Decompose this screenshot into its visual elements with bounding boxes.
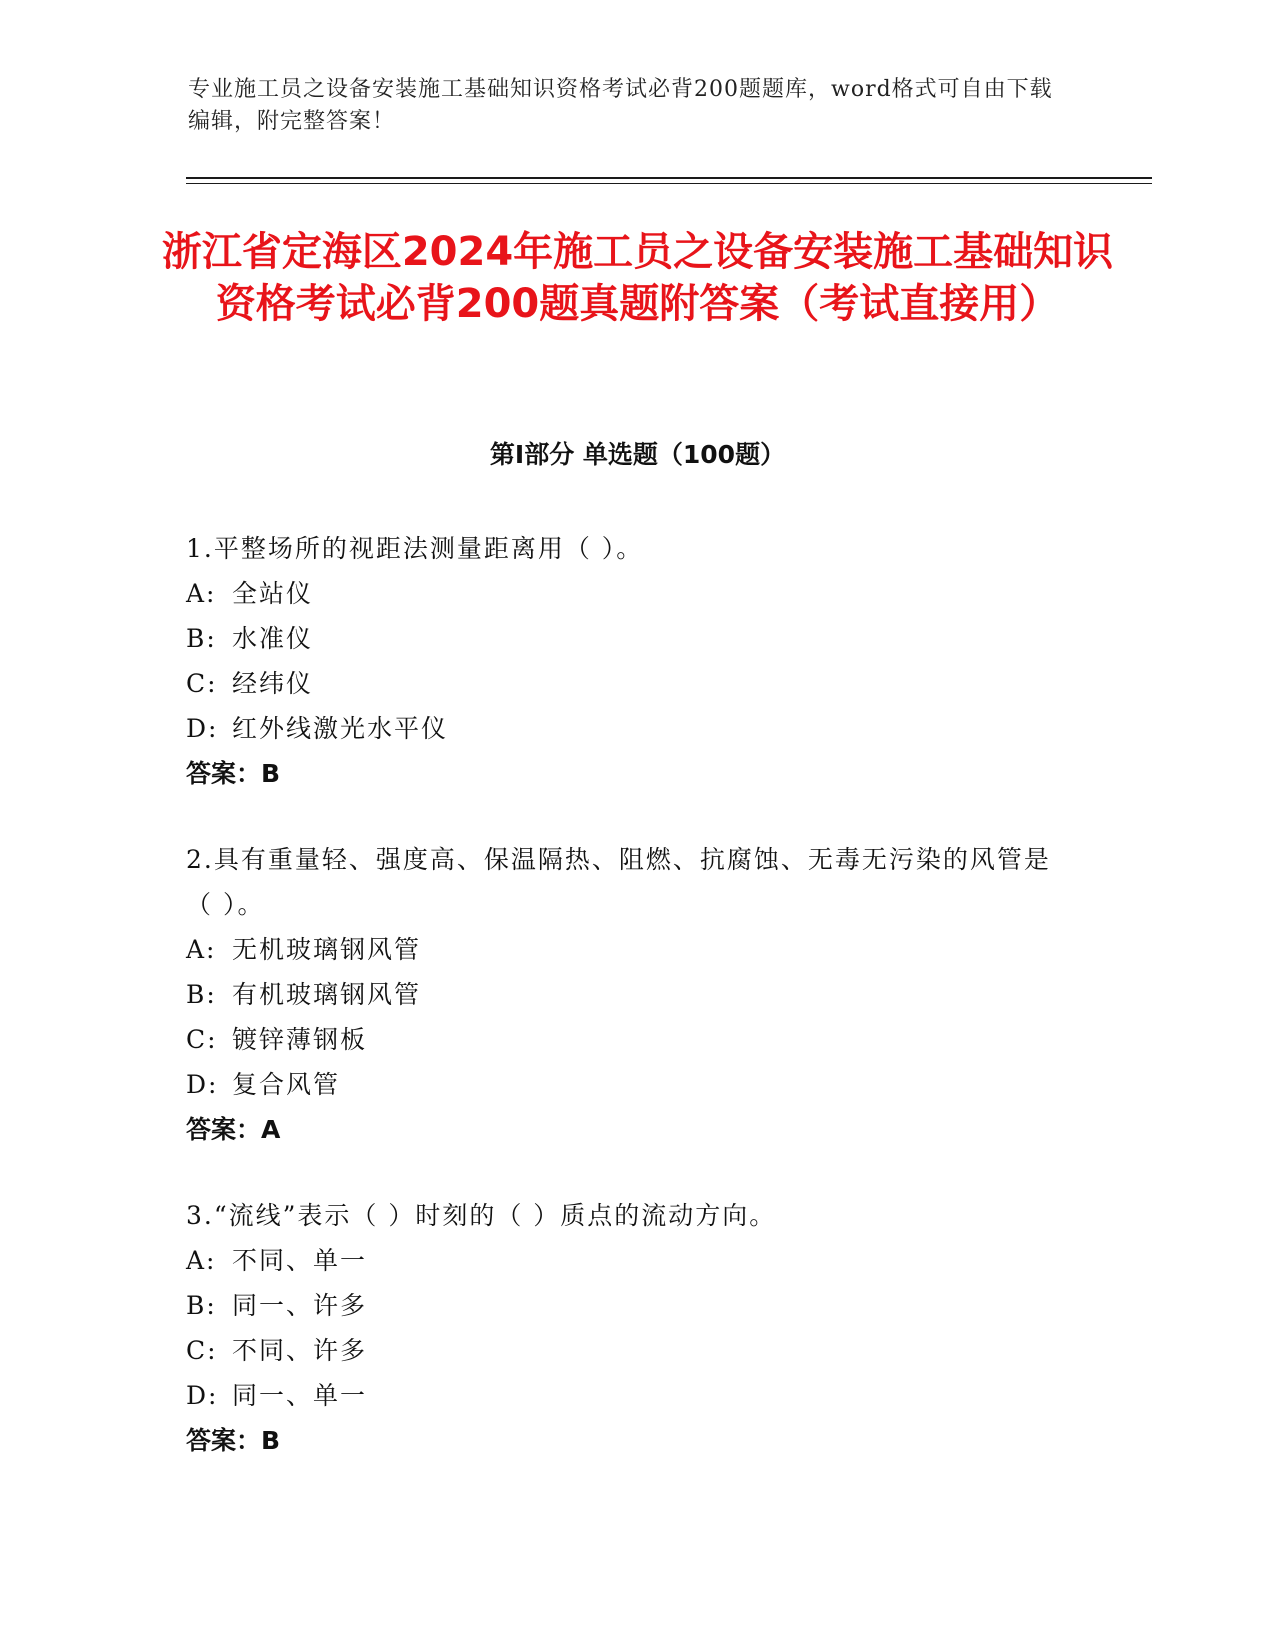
- option-text: 不同、许多: [232, 1336, 368, 1365]
- option-letter: A:: [186, 935, 217, 964]
- option-text: 全站仪: [232, 579, 314, 608]
- question-1: [186, 526, 1086, 796]
- option-letter: B:: [186, 1291, 217, 1320]
- option-text: 无机玻璃钢风管: [232, 935, 422, 964]
- question-stem: 3.“流线”表示（ ）时刻的（ ）质点的流动方向。: [186, 1201, 777, 1230]
- question-stem: 1.平整场所的视距法测量距离用（ ）。: [186, 534, 644, 563]
- option-c: [186, 1328, 1086, 1373]
- section-title: 第I部分 单选题（100题）: [489, 440, 786, 469]
- answer: 答案：A: [186, 1115, 281, 1144]
- option-letter: B:: [186, 624, 217, 653]
- answer: 答案：B: [186, 1426, 281, 1455]
- option-letter: B:: [186, 980, 217, 1009]
- question-2: [186, 837, 1086, 1152]
- option-d: [186, 706, 1086, 751]
- option-text: 水准仪: [232, 624, 314, 653]
- option-a: [186, 927, 1086, 972]
- option-text: 同一、许多: [232, 1291, 368, 1320]
- header-note: 专业施工员之设备安装施工基础知识资格考试必背200题题库，word格式可自由下载编辑，附完整答案！: [188, 77, 1053, 134]
- option-letter: A:: [186, 579, 217, 608]
- document-title: 浙江省定海区2024年施工员之设备安装施工基础知识资格考试必背200题真题附答案（考试直接用）: [161, 229, 1114, 327]
- option-a: [186, 571, 1086, 616]
- option-letter: C:: [186, 669, 218, 698]
- option-text: 经纬仪: [232, 669, 314, 698]
- option-text: 复合风管: [232, 1070, 341, 1099]
- question-3: [186, 1193, 1086, 1463]
- answer: 答案：B: [186, 759, 281, 788]
- header-rule-thick: [186, 177, 1152, 179]
- option-text: 有机玻璃钢风管: [232, 980, 422, 1009]
- option-text: 红外线激光水平仪: [232, 714, 449, 743]
- option-b: [186, 972, 1086, 1017]
- question-stem: 2.具有重量轻、强度高、保温隔热、阻燃、抗腐蚀、无毒无污染的风管是（ ）。: [186, 845, 1051, 919]
- option-text: 镀锌薄钢板: [232, 1025, 368, 1054]
- option-letter: A:: [186, 1246, 217, 1275]
- option-letter: D:: [186, 1381, 219, 1410]
- option-b: [186, 1283, 1086, 1328]
- option-text: 不同、单一: [232, 1246, 368, 1275]
- option-b: [186, 616, 1086, 661]
- header-rule-thin: [186, 183, 1152, 184]
- option-c: [186, 1017, 1086, 1062]
- option-text: 同一、单一: [232, 1381, 368, 1410]
- option-a: [186, 1238, 1086, 1283]
- option-letter: D:: [186, 1070, 219, 1099]
- option-d: [186, 1062, 1086, 1107]
- option-letter: C:: [186, 1025, 218, 1054]
- option-c: [186, 661, 1086, 706]
- option-letter: C:: [186, 1336, 218, 1365]
- question-list: [186, 526, 1086, 1504]
- option-letter: D:: [186, 714, 219, 743]
- option-d: [186, 1373, 1086, 1418]
